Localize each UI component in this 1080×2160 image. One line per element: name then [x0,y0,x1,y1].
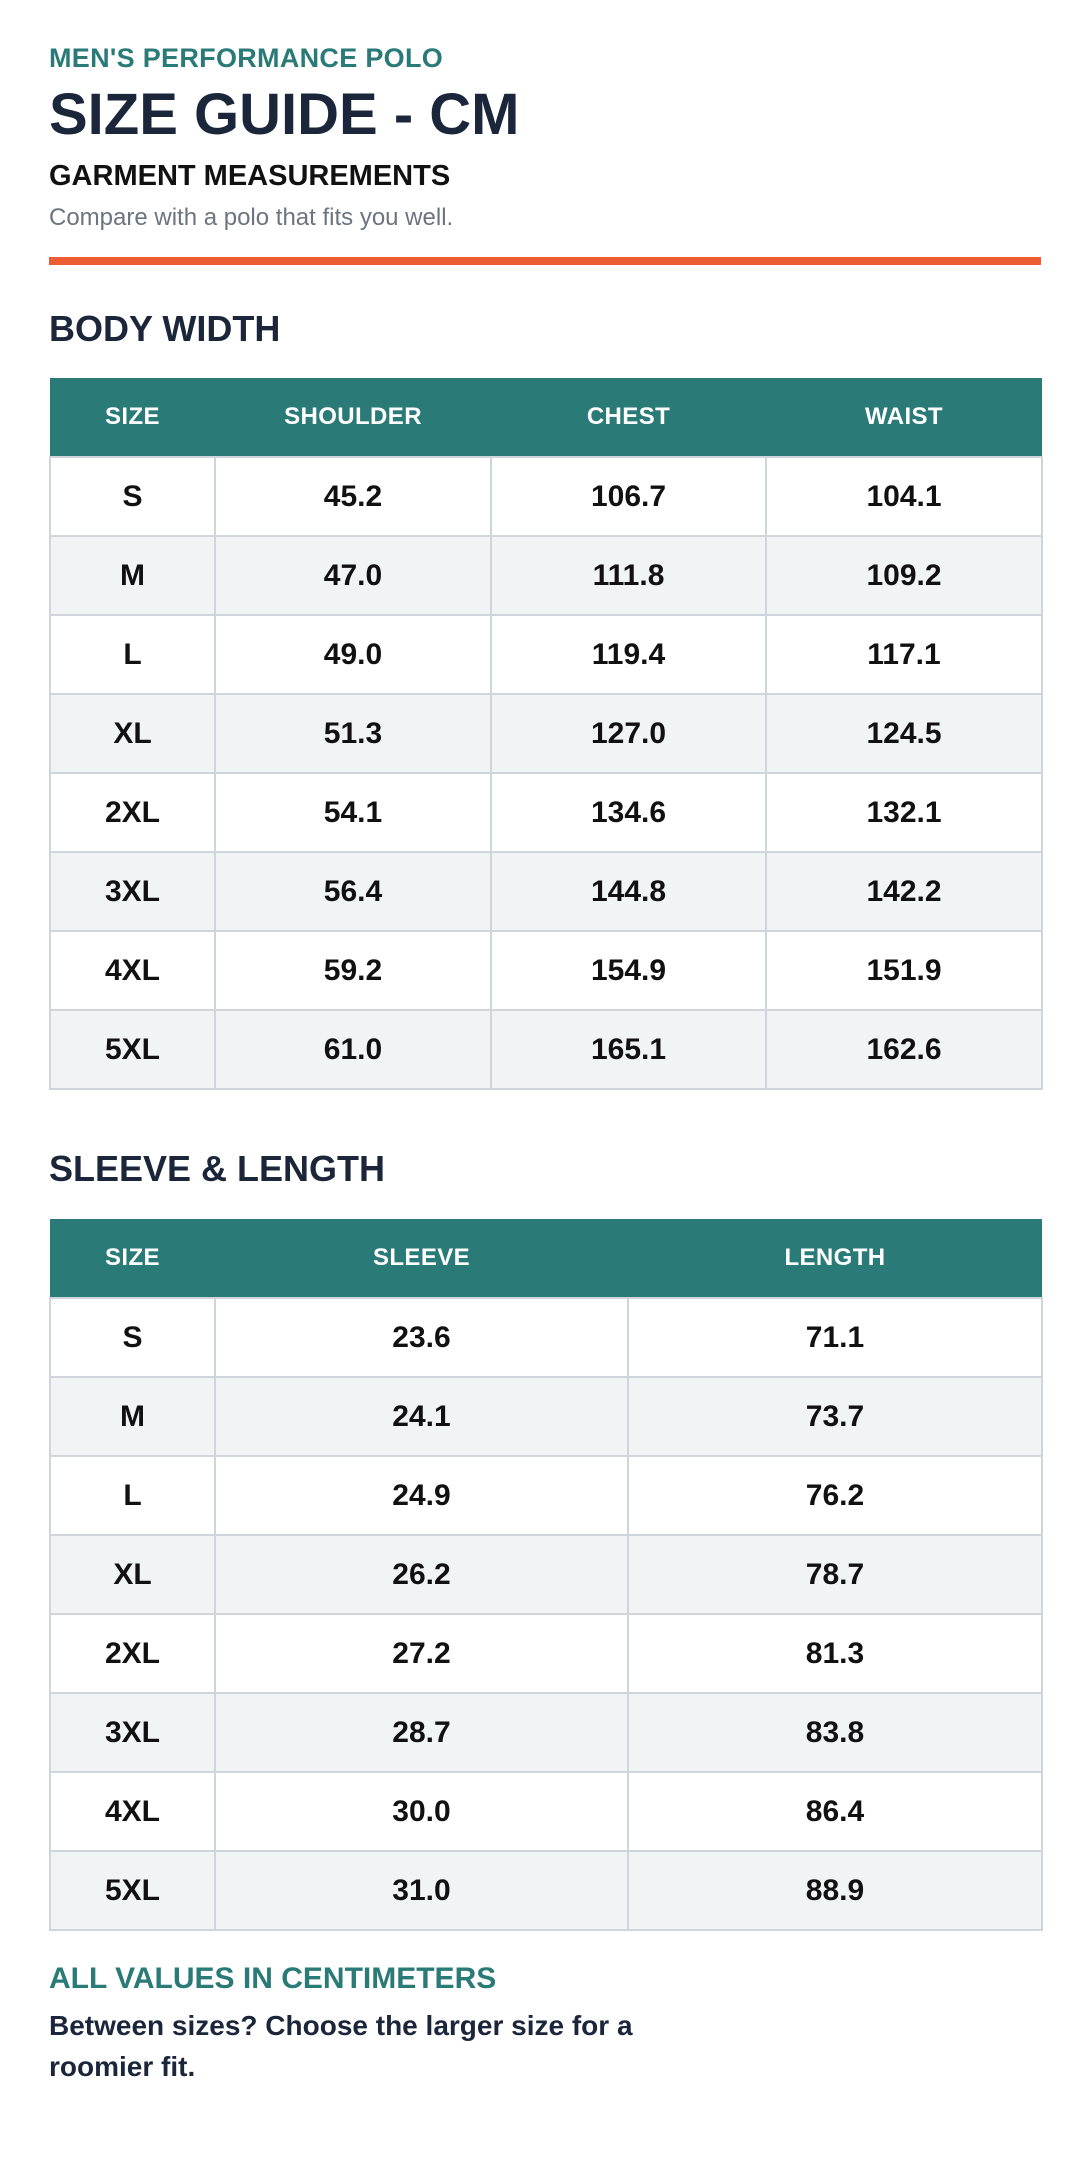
table-row [50,615,1042,694]
size-cell: S [50,457,215,536]
measurement-cell: 119.4 [491,615,766,694]
measurement-cell: 54.1 [215,773,491,852]
table-row [50,1772,1042,1851]
measurement-cell: 144.8 [491,852,766,931]
measurement-cell: 30.0 [215,1772,628,1851]
measurement-cell: 88.9 [628,1851,1042,1930]
measurement-cell: 104.1 [766,457,1042,536]
header-divider [49,257,1041,265]
table-header-row [50,378,1042,457]
measurement-cell: 165.1 [491,1010,766,1089]
column-header-size: SIZE [50,1219,215,1298]
measurement-cell: 106.7 [491,457,766,536]
table-row [50,1614,1042,1693]
units-note-heading: ALL VALUES IN CENTIMETERS [49,1962,497,1995]
product-name: MEN'S PERFORMANCE POLO [49,43,444,73]
measurement-cell: 31.0 [215,1851,628,1930]
size-cell: 2XL [50,773,215,852]
measurement-cell: 78.7 [628,1535,1042,1614]
measurement-cell: 83.8 [628,1693,1042,1772]
measurement-cell: 27.2 [215,1614,628,1693]
table-row [50,1693,1042,1772]
measurement-cell: 154.9 [491,931,766,1010]
size-cell: 4XL [50,1772,215,1851]
column-header-chest: CHEST [491,378,766,457]
measurement-cell: 59.2 [215,931,491,1010]
measurement-cell: 124.5 [766,694,1042,773]
column-header-length: LENGTH [628,1219,1042,1298]
size-cell: M [50,536,215,615]
measurement-cell: 142.2 [766,852,1042,931]
measurement-cell: 51.3 [215,694,491,773]
measurement-cell: 111.8 [491,536,766,615]
measurement-cell: 81.3 [628,1614,1042,1693]
measurement-cell: 24.9 [215,1456,628,1535]
column-header-shoulder: SHOULDER [215,378,491,457]
size-cell: XL [50,694,215,773]
measurement-cell: 76.2 [628,1456,1042,1535]
table-row [50,1298,1042,1377]
size-cell: 3XL [50,852,215,931]
body-width-heading: BODY WIDTH [49,308,281,349]
measurement-cell: 134.6 [491,773,766,852]
table-row [50,852,1042,931]
measurement-cell: 73.7 [628,1377,1042,1456]
table-row [50,931,1042,1010]
size-cell: 5XL [50,1851,215,1930]
fit-hint: Compare with a polo that fits you well. [49,204,454,231]
table-row [50,1851,1042,1930]
page-title: SIZE GUIDE - CM [49,82,520,147]
size-cell: M [50,1377,215,1456]
table-row [50,1010,1042,1089]
measurement-cell: 71.1 [628,1298,1042,1377]
size-cell: L [50,1456,215,1535]
page-subtitle: GARMENT MEASUREMENTS [49,160,451,192]
measurement-cell: 26.2 [215,1535,628,1614]
measurement-cell: 28.7 [215,1693,628,1772]
table-row [50,1535,1042,1614]
measurement-cell: 86.4 [628,1772,1042,1851]
size-cell: 2XL [50,1614,215,1693]
measurement-cell: 127.0 [491,694,766,773]
sleeve-length-table [49,1219,1043,1931]
table-row [50,457,1042,536]
measurement-cell: 151.9 [766,931,1042,1010]
measurement-cell: 132.1 [766,773,1042,852]
size-cell: L [50,615,215,694]
size-cell: 4XL [50,931,215,1010]
size-cell: 3XL [50,1693,215,1772]
column-header-sleeve: SLEEVE [215,1219,628,1298]
sleeve-length-rows [50,1298,1042,1930]
measurement-cell: 109.2 [766,536,1042,615]
measurement-cell: 24.1 [215,1377,628,1456]
size-cell: 5XL [50,1010,215,1089]
table-row [50,773,1042,852]
table-row [50,1456,1042,1535]
size-cell: XL [50,1535,215,1614]
table-row [50,536,1042,615]
measurement-cell: 23.6 [215,1298,628,1377]
body-width-rows [50,457,1042,1089]
column-header-size: SIZE [50,378,215,457]
measurement-cell: 162.6 [766,1010,1042,1089]
measurement-cell: 56.4 [215,852,491,931]
measurement-cell: 61.0 [215,1010,491,1089]
measurement-cell: 49.0 [215,615,491,694]
column-header-waist: WAIST [766,378,1042,457]
table-row [50,1377,1042,1456]
size-cell: S [50,1298,215,1377]
body-width-table [49,378,1043,1090]
measurement-cell: 47.0 [215,536,491,615]
sleeve-length-heading: SLEEVE & LENGTH [49,1148,386,1189]
table-row [50,694,1042,773]
measurement-cell: 45.2 [215,457,491,536]
table-header-row [50,1219,1042,1298]
sizing-advice: Between sizes? Choose the larger size for a roomier fit. [49,2010,633,2082]
measurement-cell: 117.1 [766,615,1042,694]
